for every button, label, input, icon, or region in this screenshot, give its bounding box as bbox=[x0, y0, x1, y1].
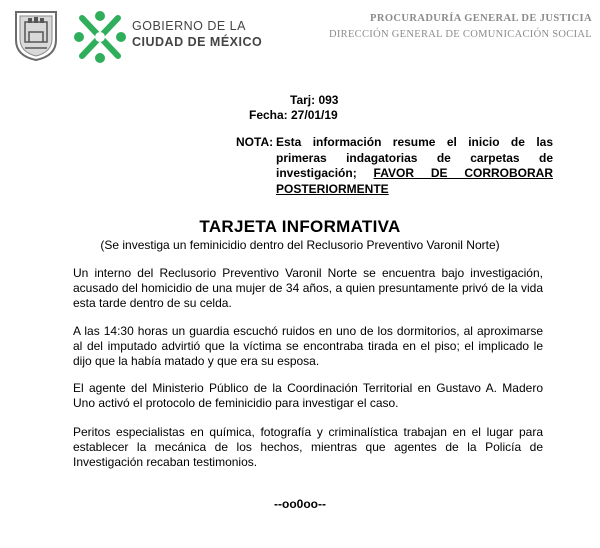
government-name-line2: CIUDAD DE MÉXICO bbox=[132, 35, 263, 49]
note-label: NOTA: bbox=[236, 135, 274, 149]
paragraph: El agente del Ministerio Público de la Coordinación Territorial en Gustavo A. Madero Uno activó el protocolo de feminicidio para investigar el caso. bbox=[73, 381, 543, 410]
government-name-line1: GOBIERNO DE LA bbox=[132, 19, 246, 33]
note-text: Esta información resume el inicio de las primeras indagatorias de carpetas de investigación; bbox=[276, 135, 553, 180]
document-subtitle: (Se investiga un feminicidio dentro del Reclusorio Preventivo Varonil Norte) bbox=[100, 238, 500, 252]
note-body bbox=[276, 135, 553, 197]
paragraph: Un interno del Reclusorio Preventivo Varonil Norte se encuentra bajo investigación, acusado del homicidio de una mujer de 34 años, a quien presuntamente privó de la vida esta tarde dentro de su celda. bbox=[73, 266, 543, 310]
paragraph: Peritos especialistas en química, fotografía y criminalística trabajan en el lugar para establecer la mecánica de los hechos, mientras que agentes de la Policía de Investigación recaban testimonios. bbox=[73, 425, 543, 469]
document-title: TARJETA INFORMATIVA bbox=[199, 217, 401, 236]
agency-department: DIRECCIÓN GENERAL DE COMUNICACIÓN SOCIAL bbox=[328, 29, 592, 40]
note-warning: FAVOR DE CORROBORAR POSTERIORMENTE bbox=[276, 166, 553, 196]
coat-of-arms-icon bbox=[14, 8, 58, 62]
closing-mark: --oo0oo-- bbox=[274, 497, 326, 511]
cdmx-logo-icon bbox=[74, 10, 126, 64]
agency-name: PROCURADURÍA GENERAL DE JUSTICIA bbox=[370, 13, 592, 24]
card-date: Fecha: 27/01/19 bbox=[249, 108, 338, 122]
card-number: Tarj: 093 bbox=[290, 93, 339, 107]
paragraph: A las 14:30 horas un guardia escuchó ruidos en uno de los dormitorios, al aproximarse al del imputado advirtió que la víctima se encontraba tirada en el piso; el implicado le dijo que la había matado y que era su esposa. bbox=[73, 324, 543, 368]
